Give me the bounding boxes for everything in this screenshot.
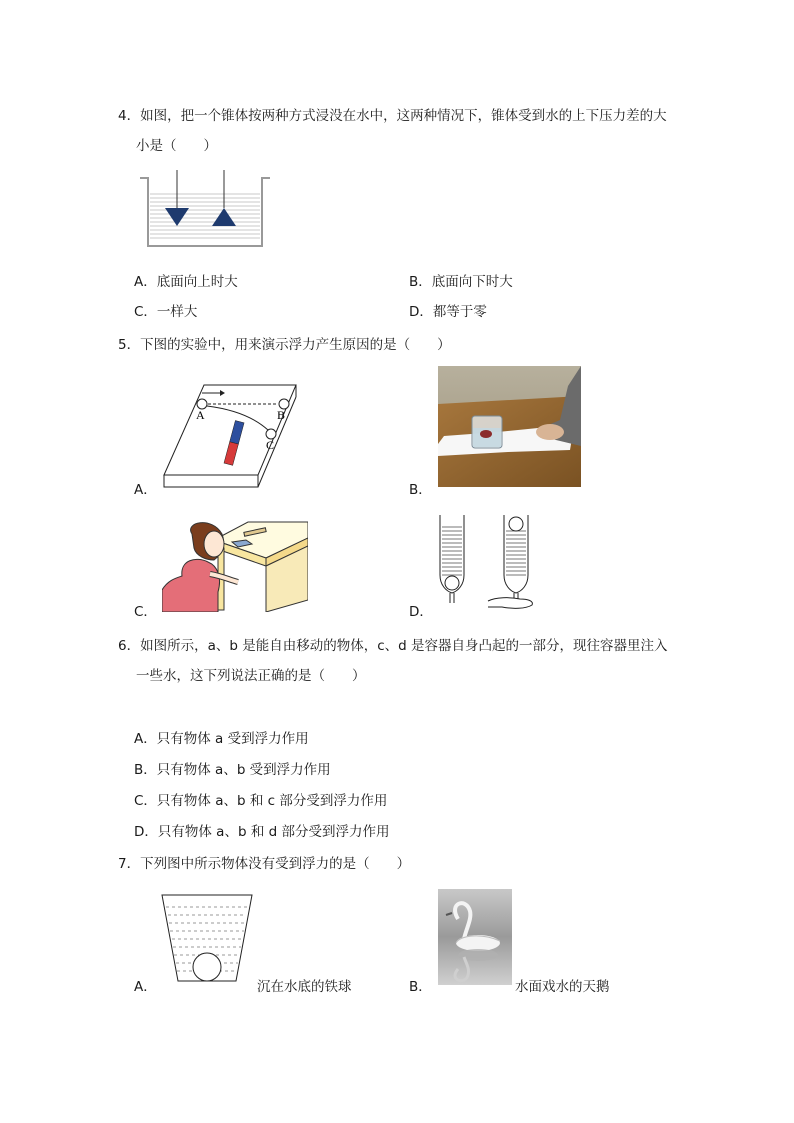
q6-stem-line1: 6．如图所示，a、b 是能自由移动的物体，c、d 是容器自身凸起的一部分，现往容器里注入: [118, 638, 668, 654]
q6-option-b: B．只有物体 a、b 受到浮力作用: [134, 762, 331, 778]
q5-fig-a-label-a: A: [196, 408, 205, 422]
q5-option-b-label: B．: [409, 482, 432, 498]
q5-option-a-label: A．: [134, 482, 157, 498]
q4-figure-beaker: [140, 168, 272, 248]
q5-fig-a-label-c: C: [266, 438, 275, 452]
q7-caption-a: 沉在水底的铁球: [257, 979, 352, 995]
q7-figure-b-swan-photo: [438, 889, 512, 985]
q5-option-c-label: C．: [134, 604, 157, 620]
q5-figure-d-tubes-with-balls: [436, 515, 536, 613]
q4-stem-line2: 小是（ ）: [136, 138, 217, 154]
q5-stem: 5．下图的实验中，用来演示浮力产生原因的是（ ）: [118, 337, 451, 353]
q5-fig-a-label-b: B: [277, 408, 286, 422]
q7-caption-b: 水面戏水的天鹅: [515, 979, 610, 995]
q4-stem-line1: 4．如图，把一个锥体按两种方式浸没在水中，这两种情况下，锥体受到水的上下压力差的大: [118, 108, 667, 124]
q4-option-c: C．一样大: [134, 304, 198, 320]
q5-figure-a-magnet-board: [162, 383, 298, 491]
q7-stem: 7．下列图中所示物体没有受到浮力的是（ ）: [118, 856, 411, 872]
q4-option-b: B．底面向下时大: [409, 274, 513, 290]
q7-figure-a-iron-ball-in-water: [160, 893, 254, 985]
q6-stem-line2: 一些水，这下列说法正确的是（ ）: [136, 668, 366, 684]
q5-option-d-label: D．: [409, 604, 433, 620]
q6-option-d: D．只有物体 a、b 和 d 部分受到浮力作用: [134, 824, 390, 840]
q4-option-a: A．底面向上时大: [134, 274, 238, 290]
q7-option-a-label: A．: [134, 979, 157, 995]
q6-option-a: A．只有物体 a 受到浮力作用: [134, 731, 309, 747]
q6-option-c: C．只有物体 a、b 和 c 部分受到浮力作用: [134, 793, 388, 809]
q5-figure-b-photo-beaker-on-paper: [438, 366, 581, 487]
q7-option-b-label: B．: [409, 979, 432, 995]
q4-option-d: D．都等于零: [409, 304, 487, 320]
q5-figure-c-girl-at-table: [162, 520, 308, 612]
